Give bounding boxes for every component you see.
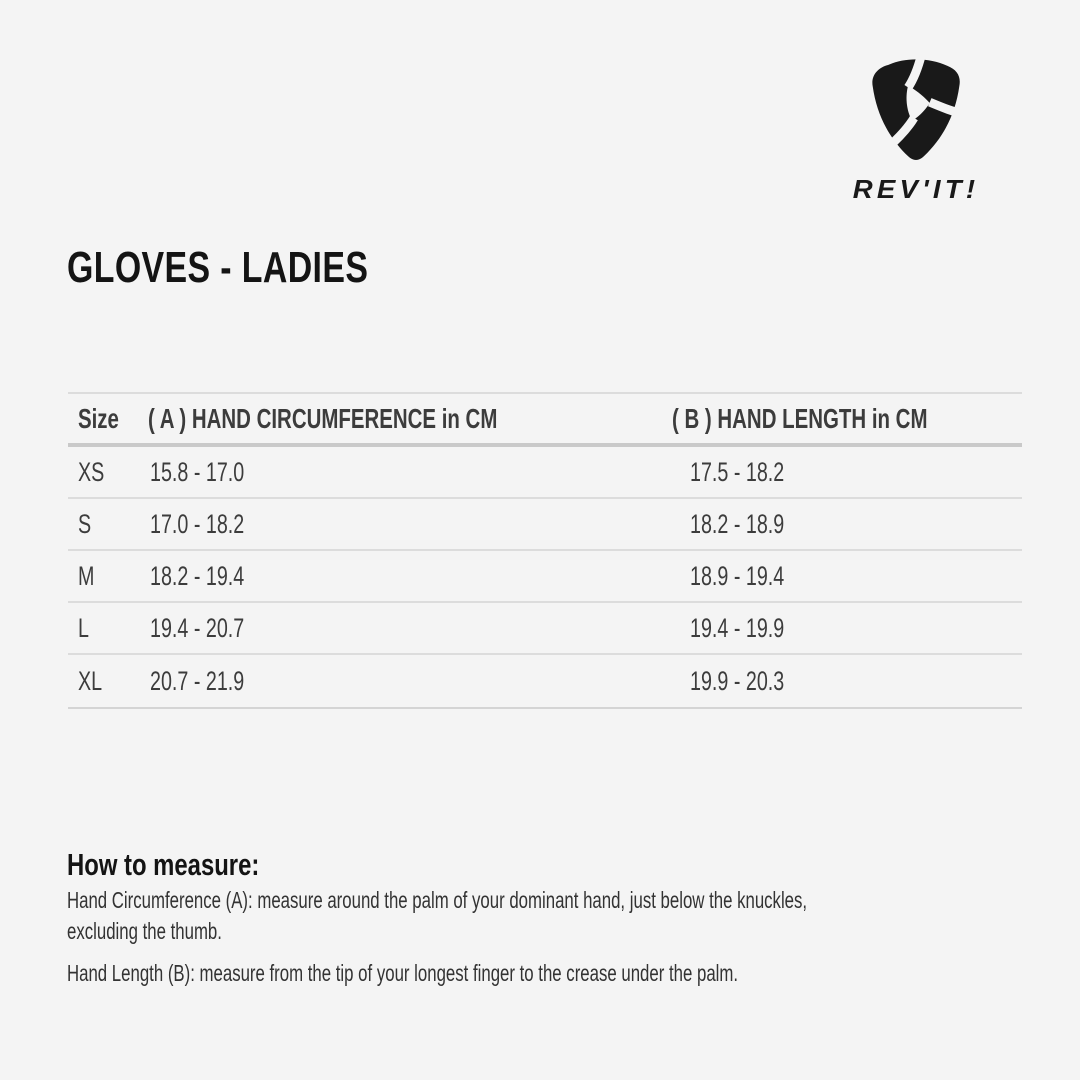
hand-length-cell-value: 19.4 - 19.9: [690, 612, 785, 643]
how-to-measure-paragraph: Hand Length (B): measure from the tip of your longest finger to the crease under the palm.: [67, 960, 739, 986]
hand-length-cell: [690, 509, 1022, 540]
hand-circumference-cell: [150, 561, 690, 592]
column-header-hand-circumference-label: ( A ) HAND CIRCUMFERENCE in CM: [147, 402, 498, 434]
size-chart-table: [68, 392, 1022, 709]
hand-length-cell-value: 18.9 - 19.4: [690, 560, 785, 591]
brand-logo: [842, 55, 990, 205]
size-cell-value: XS: [78, 456, 105, 487]
column-header-size: [68, 403, 148, 435]
how-to-measure-heading: How to measure:: [67, 847, 260, 882]
size-cell: [68, 457, 150, 488]
size-cell: [68, 666, 150, 697]
column-header-hand-circumference: [148, 403, 672, 435]
hand-circumference-cell-value: 20.7 - 21.9: [150, 665, 245, 696]
revit-shield-icon: [857, 55, 975, 173]
hand-length-cell: [690, 561, 1022, 592]
hand-length-cell-value: 18.2 - 18.9: [690, 508, 785, 539]
hand-length-cell-value: 19.9 - 20.3: [690, 665, 785, 696]
how-to-measure-paragraph: Hand Circumference (A): measure around the palm of your dominant hand, just below the knuckles, excluding the thumb.: [67, 887, 808, 944]
hand-length-cell: [690, 457, 1022, 488]
column-header-hand-length: [672, 403, 1022, 435]
table-row: [68, 499, 1022, 551]
hand-circumference-cell-value: 18.2 - 19.4: [150, 560, 245, 591]
hand-circumference-cell: [150, 613, 690, 644]
brand-wordmark: REV'IT!: [852, 174, 980, 204]
hand-circumference-cell-value: 15.8 - 17.0: [150, 456, 245, 487]
table-row: [68, 551, 1022, 603]
size-cell: [68, 561, 150, 592]
table-header-row: [68, 394, 1022, 447]
column-header-hand-length-label: ( B ) HAND LENGTH in CM: [672, 402, 928, 434]
size-cell-value: L: [78, 612, 89, 643]
table-row: [68, 447, 1022, 499]
page-title: GLOVES - LADIES: [67, 243, 369, 292]
size-cell: [68, 509, 150, 540]
size-cell-value: S: [78, 508, 92, 539]
size-cell: [68, 613, 150, 644]
hand-circumference-cell-value: 17.0 - 18.2: [150, 508, 245, 539]
table-row: [68, 603, 1022, 655]
size-cell-value: M: [78, 560, 95, 591]
hand-length-cell: [690, 613, 1022, 644]
column-header-size-label: Size: [78, 402, 119, 434]
hand-circumference-cell: [150, 457, 690, 488]
how-to-measure-paragraphs: [67, 885, 1047, 989]
hand-length-cell-value: 17.5 - 18.2: [690, 456, 785, 487]
hand-circumference-cell: [150, 509, 690, 540]
table-row: [68, 655, 1022, 707]
table-body: [68, 447, 1022, 707]
hand-circumference-cell-value: 19.4 - 20.7: [150, 612, 245, 643]
hand-circumference-cell: [150, 666, 690, 697]
hand-length-cell: [690, 666, 1022, 697]
how-to-measure-section: [67, 849, 1047, 1000]
size-cell-value: XL: [78, 665, 103, 696]
